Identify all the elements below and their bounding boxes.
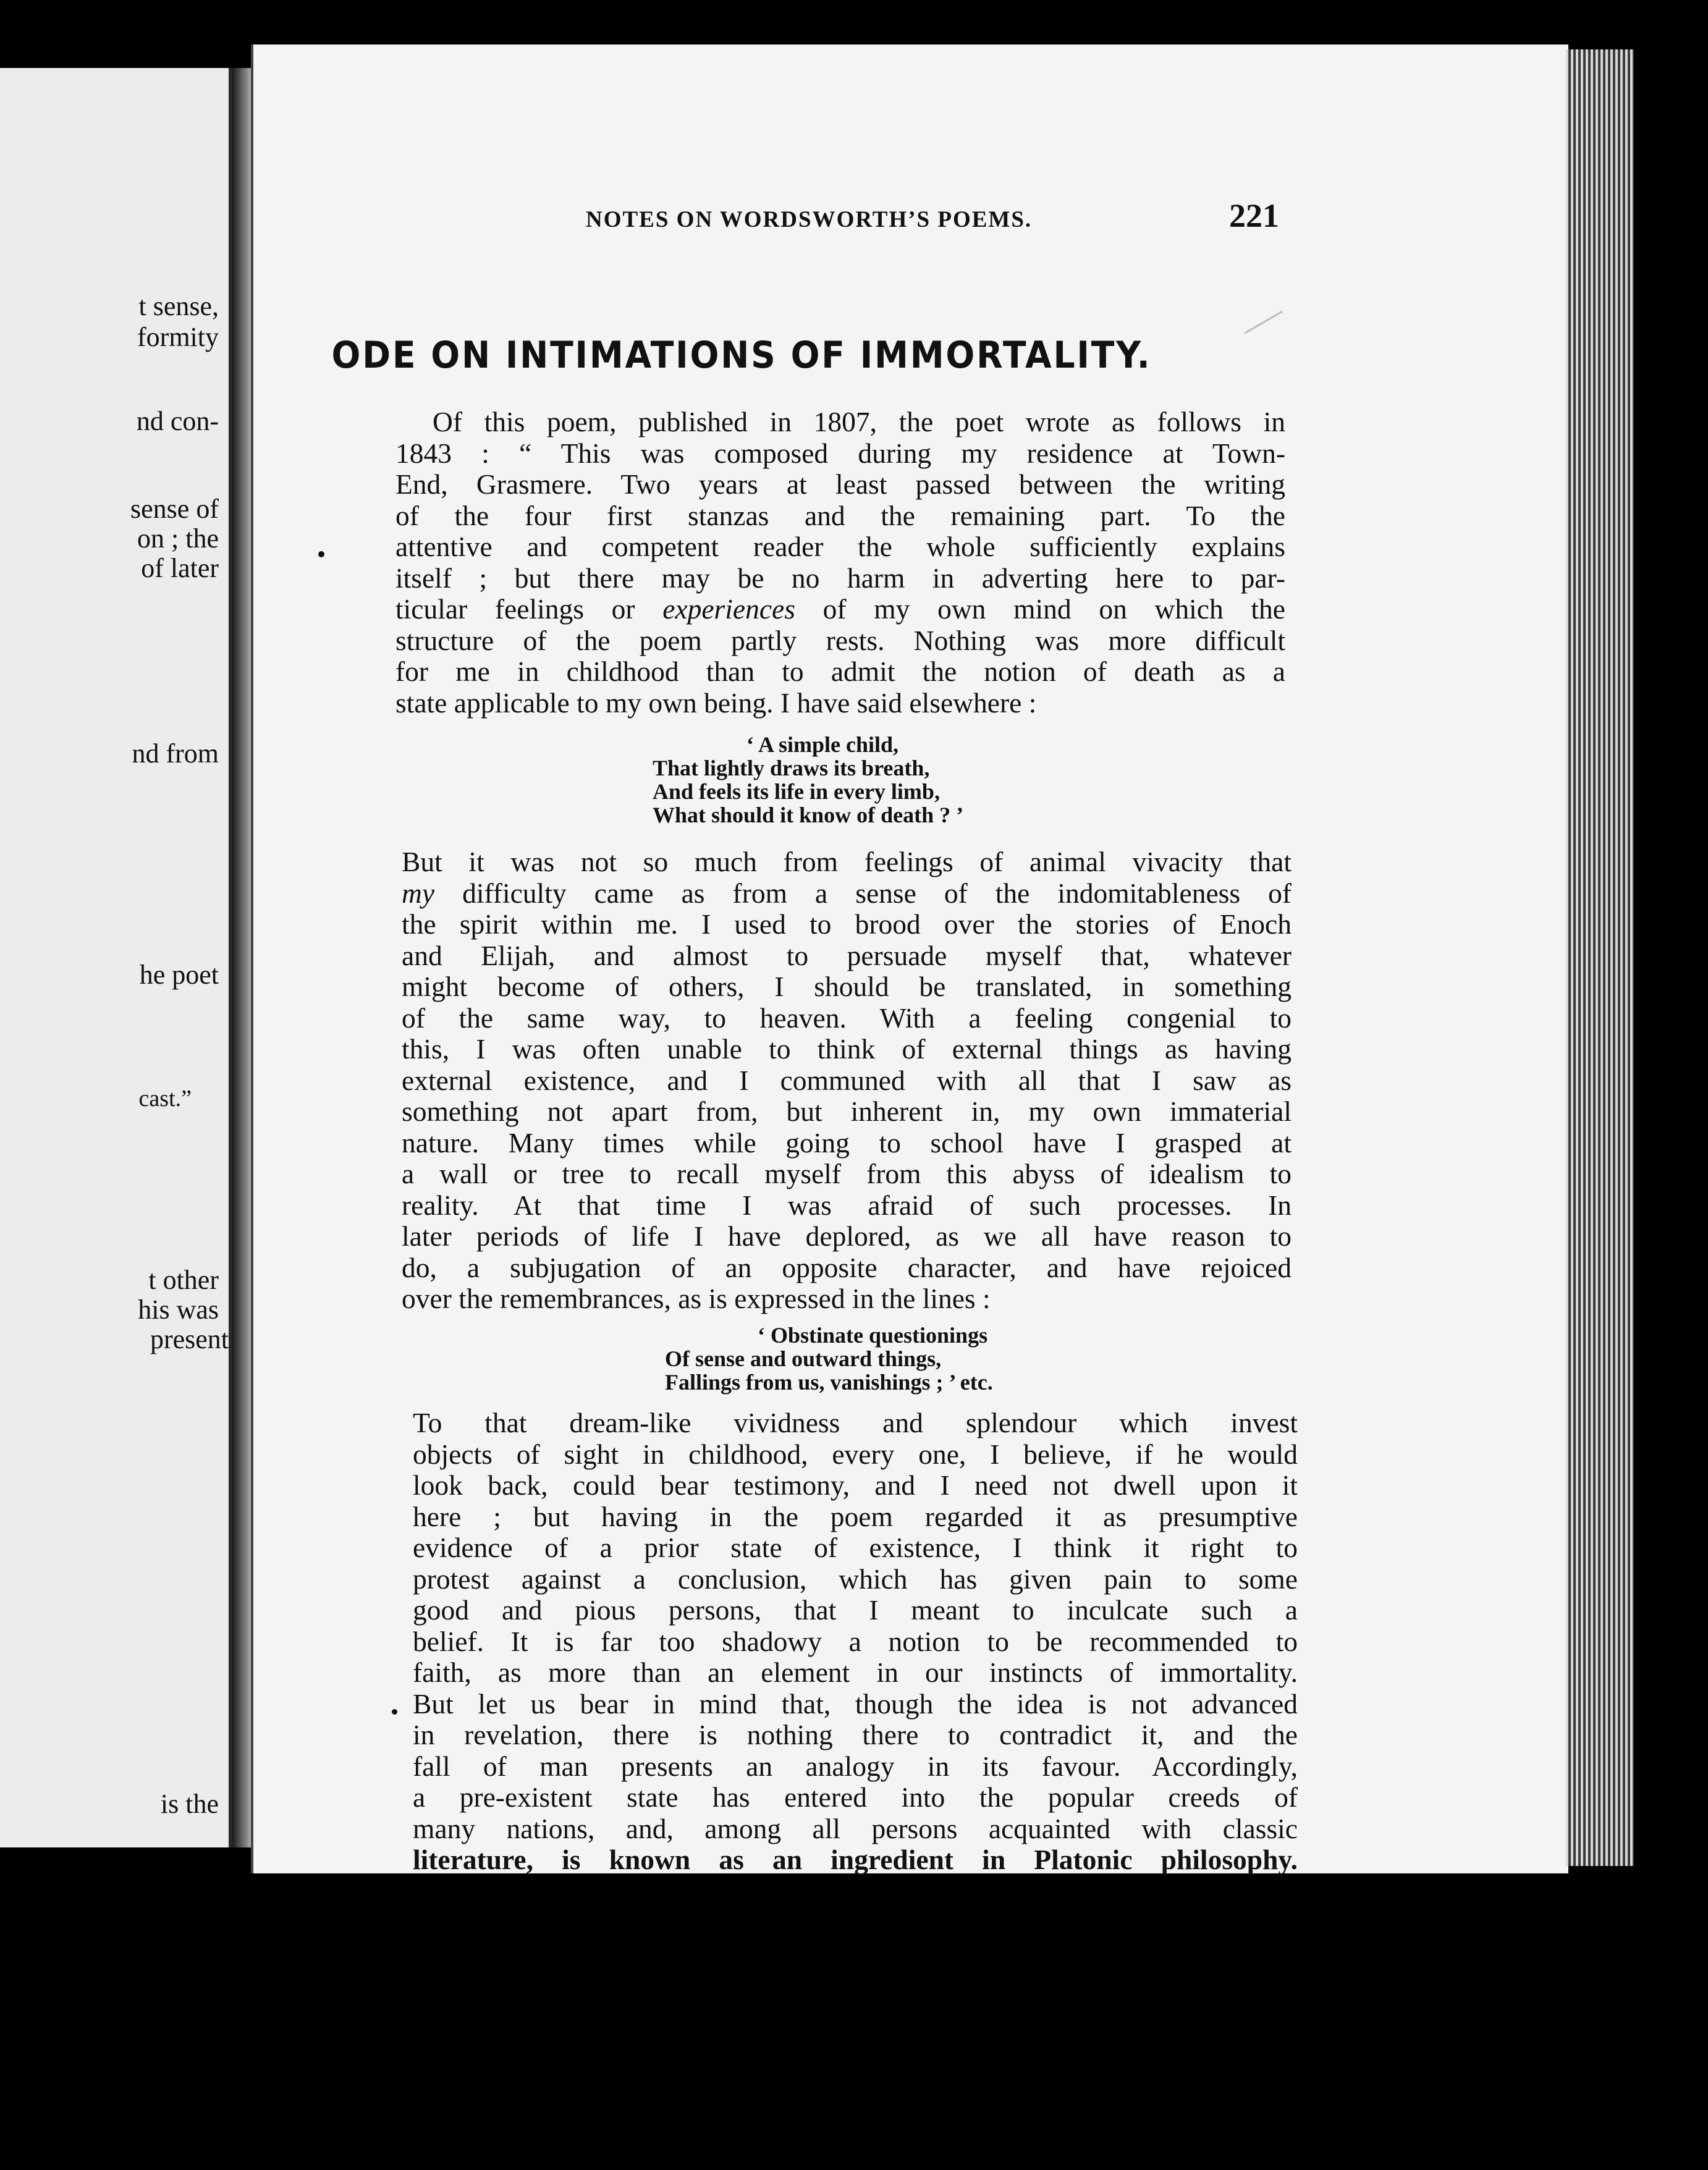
- text-line: ticular feelings or experiences of my own mind on which the: [395, 593, 1285, 625]
- text-line: 1843 : “ This was composed during my residence at Town-: [395, 437, 1285, 469]
- verse-quote-2: [665, 1324, 993, 1394]
- text-line: But let us bear in mind that, though the idea is not advanced: [413, 1687, 1298, 1720]
- text-line: belief. It is far too shadowy a notion to be recommended to: [413, 1625, 1298, 1657]
- text-line: But it was not so much from feelings of animal vivacity that: [402, 846, 1292, 877]
- text-line: good and pious persons, that I meant to inculcate such a: [413, 1594, 1298, 1626]
- page-edges: [1566, 49, 1634, 1866]
- text-line: fall of man presents an analogy in its favour. Accordingly,: [413, 1750, 1298, 1782]
- text-line: evidence of a prior state of existence, I think it right to: [413, 1532, 1298, 1563]
- left-page: [0, 68, 232, 1847]
- left-page-line: he poet: [139, 960, 219, 990]
- verse-line: ‘ Obstinate questionings: [758, 1323, 988, 1348]
- left-page-line: nd from: [132, 738, 219, 769]
- paragraph-3: [413, 1408, 1298, 1876]
- margin-dot: [392, 1709, 397, 1715]
- text-line: for me in childhood than to admit the notion of death as a: [395, 656, 1285, 687]
- text-line: To that dream-like vividness and splendour which invest: [413, 1407, 1298, 1438]
- text-line: here ; but having in the poem regarded it as presumptive: [413, 1500, 1298, 1532]
- text-line: literature, is known as an ingredient in Platonic philosophy.: [413, 1844, 1298, 1875]
- text-line: End, Grasmere. Two years at least passed between the writing: [395, 468, 1285, 500]
- chapter-title: ODE ON INTIMATIONS OF IMMORTALITY.: [331, 334, 1152, 377]
- text-line: might become of others, I should be translated, in something: [402, 971, 1292, 1002]
- text-line: look back, could bear testimony, and I need not dwell upon it: [413, 1469, 1298, 1501]
- text-line: external existence, and I communed with all that I saw as: [402, 1064, 1292, 1096]
- left-page-line: sense of: [130, 494, 219, 524]
- left-page-line: t sense,: [138, 291, 219, 321]
- text-line: many nations, and, among all persons acquainted with classic: [413, 1812, 1298, 1844]
- text-line: something not apart from, but inherent in, my own immaterial: [402, 1096, 1292, 1127]
- text-line: over the remembrances, as is expressed in the lines :: [402, 1283, 991, 1314]
- text-line: do, a subjugation of an opposite character, and have rejoiced: [402, 1251, 1292, 1283]
- text-line: of the same way, to heaven. With a feeling congenial to: [402, 1002, 1292, 1034]
- verse-line: That lightly draws its breath,: [653, 756, 930, 780]
- left-page-line: on ; the: [137, 523, 219, 554]
- text-line: faith, as more than an element in our instincts of immortality.: [413, 1657, 1298, 1688]
- text-line: this, I was often unable to think of external things as having: [402, 1033, 1292, 1065]
- left-page-line: formity: [137, 322, 219, 352]
- text-line: reality. At that time I was afraid of such processes. In: [402, 1189, 1292, 1221]
- left-page-line: nd con-: [136, 406, 219, 436]
- text-line: a wall or tree to recall myself from this abyss of idealism to: [402, 1158, 1292, 1189]
- text-line: a pre-existent state has entered into the popular creeds of: [413, 1781, 1298, 1813]
- verse-line: Fallings from us, vanishings ; ’ etc.: [665, 1370, 993, 1395]
- text-line: and Elijah, and almost to persuade myself that, whatever: [402, 939, 1292, 971]
- text-line: of the four first stanzas and the remaining part. To the: [395, 499, 1285, 531]
- running-head: [328, 196, 1279, 235]
- left-page-line: cast.”: [138, 1086, 192, 1112]
- text-line: the spirit within me. I used to brood over the stories of Enoch: [402, 908, 1292, 940]
- text-line: my difficulty came as from a sense of the indomitableness of: [402, 877, 1292, 909]
- left-page-line: present: [150, 1324, 229, 1354]
- verse-quote-1: [653, 733, 963, 827]
- paragraph-1: [395, 407, 1285, 719]
- paragraph-2: [402, 846, 1292, 1315]
- text-line: protest against a conclusion, which has given pain to some: [413, 1563, 1298, 1595]
- text-line: nature. Many times while going to school have I grasped at: [402, 1126, 1292, 1159]
- left-page-line: of later: [141, 553, 219, 583]
- text-line: later periods of life I have deplored, as we all have reason to: [402, 1220, 1292, 1252]
- margin-dot: [318, 551, 324, 557]
- verse-line: And feels its life in every limb,: [653, 779, 940, 804]
- text-line: Of this poem, published in 1807, the poet wrote as follows in: [433, 406, 1285, 437]
- verse-line: Of sense and outward things,: [665, 1346, 942, 1371]
- page-number: 221: [1229, 197, 1279, 234]
- text-line: in revelation, there is nothing there to contradict it, and the: [413, 1719, 1298, 1750]
- text-line: objects of sight in childhood, every one, I believe, if he would: [413, 1438, 1298, 1470]
- verse-line: What should it know of death ? ’: [653, 803, 964, 827]
- text-line: itself ; but there may be no harm in adverting here to par-: [395, 562, 1285, 594]
- text-line: attentive and competent reader the whole sufficiently explains: [395, 531, 1285, 562]
- verse-line: ‘ A simple child,: [746, 732, 899, 757]
- running-title: NOTES ON WORDSWORTH’S POEMS.: [586, 207, 1033, 232]
- text-line: structure of the poem partly rests. Nothing was more difficult: [395, 624, 1285, 656]
- text-line: state applicable to my own being. I have said elsewhere :: [395, 686, 1037, 719]
- left-page-line: t other: [148, 1265, 219, 1295]
- left-page-line: his was: [138, 1294, 219, 1325]
- left-page-line: is the: [160, 1789, 219, 1819]
